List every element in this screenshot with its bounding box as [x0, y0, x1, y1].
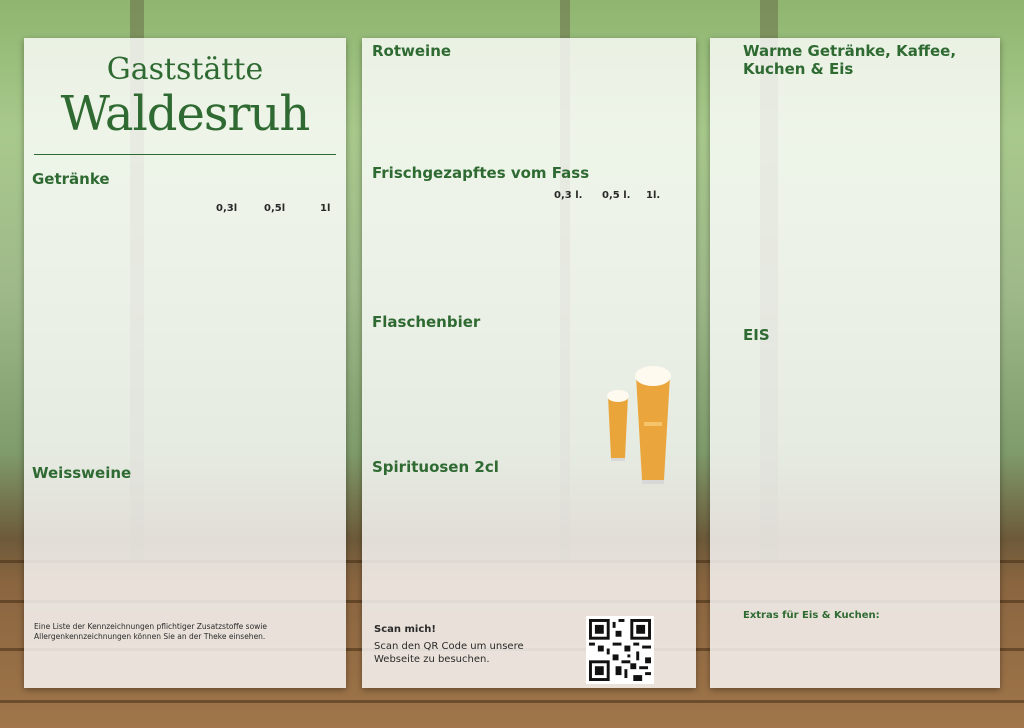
menu-panel-left — [24, 38, 346, 688]
column-header: 1l. — [646, 190, 661, 201]
section-title-fass: Frischgezapftes vom Fass — [372, 164, 590, 182]
section-title-warm: Warme Getränke, Kaffee, Kuchen & Eis — [743, 42, 957, 78]
logo-line-2: Waldesruh — [60, 86, 310, 142]
qr-code-icon — [589, 619, 651, 681]
menu-panel-middle — [362, 38, 696, 688]
qr-code[interactable] — [586, 616, 654, 684]
column-header: 0,3 l. — [554, 190, 583, 201]
section-title-eis: EIS — [743, 326, 770, 344]
section-title-getraenke: Getränke — [32, 170, 110, 188]
beer-glasses-image — [604, 364, 676, 488]
column-header: 0,5 l. — [602, 190, 631, 201]
section-title-flaschenbier: Flaschenbier — [372, 313, 481, 331]
scan-title: Scan mich! — [374, 624, 436, 635]
logo-line-1: Gaststätte — [106, 52, 264, 87]
section-title-spirituosen: Spirituosen 2cl — [372, 458, 499, 476]
section-title-extras: Extras für Eis & Kuchen: — [743, 610, 880, 621]
section-title-rotweine: Rotweine — [372, 42, 452, 60]
scan-text: Scan den QR Code um unsere Webseite zu besuchen. — [374, 641, 524, 665]
column-header: 1l — [320, 203, 331, 214]
menu-panel-right — [710, 38, 1000, 688]
column-header: 0,5l — [264, 203, 286, 214]
section-title-weissweine: Weissweine — [32, 464, 132, 482]
allergen-note: Eine Liste der Kennzeichnungen pflichtiger Zusatzstoffe sowie Allergenkennzeichnungen können Sie an der Theke einsehen. — [34, 622, 267, 641]
logo-divider — [34, 154, 336, 155]
column-header: 0,3l — [216, 203, 238, 214]
table-plank-line — [0, 700, 1024, 703]
